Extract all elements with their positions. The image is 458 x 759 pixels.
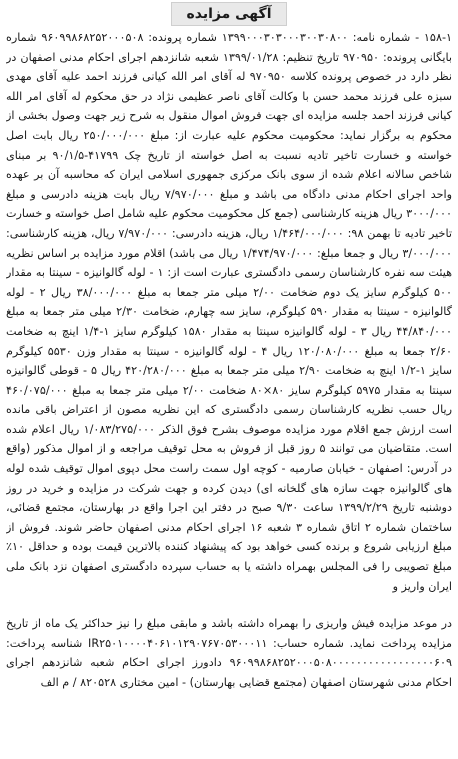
paragraph-gap bbox=[0, 600, 458, 614]
title-bar bbox=[0, 0, 458, 28]
notice-footer: در موعد مزایده فیش واریزی را بهمراه داشته باشد و مابقی مبلغ را نیز حداکثر یک ماه از تاریخ مزایده پرداخت نماید. شماره حساب: IR۲۵۰۱۰۰۰۰۴۰۶۱۰۱۲۹۰۷۶۷۰۵۳۰۰۰۱۱ شناسه پرداخت: ۹۶۰۹۹۸۶۸۲۵۲۰۰۰۵۰۸۰۰۰۰۰۰۰۰۰۰۰۰۰۰۰۰۰۶۰۹ دادورز اجرای احکام شعبه شانزدهم اجرای احکام مدنی شهرستان اصفهان (مجتمع قضایی بهارستان) - امین مختاری ۸۲۰۵۲۸ / م الف bbox=[6, 617, 452, 689]
notice-body: ۱۵۸-۱ - شماره نامه: ۱۳۹۹۰۰۰۳۰۳۰۰۰۳۰۰۳۰۸۰۰ شماره پرونده: ۹۶۰۹۹۸۶۸۲۵۲۰۰۰۵۰۸ شماره بایگانی پرونده: ۹۷۰۹۵۰ تاریخ تنظیم: ۱۳۹۹/۰۱/۲۸ شعبه شانزدهم اجرای احکام مدنی اصفهان در نظر دارد در خصوص پرونده کلاسه ۹۷۰۹۵۰ له آقای امر الله کیانی فرزند احمد علیه آقای مهدی سبزه علی فرزند محمد حسن با وکالت آقای ناصر عظیمی نژاد در حق محکوم له آقای امر الله کیانی فرزند احمد جلسه مزایده ای جهت فروش اموال منقول به شرح زیر جهت وصول بخشی از محکوم به برگزار نماید: محکومیت محکوم علیه عبارت از: مبلغ ۲۵۰/۰۰۰/۰۰۰ ریال بابت اصل خواسته و خسارت تاخیر تادیه نسبت به اصل خواسته از تاریخ چک ۴۱۷۹۹-۹۰/۱/۵ بر مبنای شاخص سالانه اعلام شده از سوی بانک مرکزی جمهوری اسلامی ایران که محاسبه آن بر عهده واحد اجرای احکام مدنی دادگاه می باشد و مبلغ ۷/۹۷۰/۰۰۰ ریال بابت هزینه دادرسی و مبلغ ۳۰۰۰/۰۰۰ ریال هزینه کارشناسی (جمع کل محکومیت محکوم علیه شامل اصل خواسته و خسارت تاخیر تادیه تا بهمن ۹۸: ۱/۴۶۴/۰۰۰/۰۰۰ ریال، هزینه دادرسی: ۷/۹۷۰/۰۰۰ ریال، هزینه کارشناسی: ۳/۰۰۰/۰۰۰ ریال و جمعا مبلغ: ۱/۴۷۴/۹۷۰/۰۰۰ ریال می باشد) اقلام مورد مزایده بر اساس نظریه هیئت سه نفره کارشناسان رسمی دادگستری عبارت است از: ۱ - لوله گالوانیزه - سینتا به مقدار ۵۰۰ کیلوگرم سایز یک دوم ضخامت ۲/۰۰ میلی متر جمعا به مبلغ ۳۸/۰۰۰/۰۰۰ ریال ۲ - لوله گالوانیزه - سینتا به مقدار ۵۹۰ کیلوگرم، سایز سه چهارم، ضخامت ۲/۳۰ میلی متر جمعا به مبلغ ۴۴/۸۴۰/۰۰۰ ریال ۳ - لوله گالوانیزه سینتا به مقدار ۱۵۸۰ کیلوگرم سایز ۱-۱/۴ اینچ به ضخامت ۲/۶۰ جمعا به مبلغ ۱۲۰/۰۸۰/۰۰۰ ریال ۴ - لوله گالوانیزه - سینتا به مقدار وزن ۵۵۳۰ کیلوگرم سایز ۱-۱/۲ اینچ به ضخامت ۲/۹۰ میلی متر جمعا به مبلغ ۴۲۰/۲۸۰/۰۰۰ ریال ۵ - قوطی گالوانیزه سینتا به مقدار ۵۹۷۵ کیلوگرم سایز ۸۰×۸۰ ضخامت ۲/۰۰ میلی متر جمعا به مبلغ ۴۶۰/۰۷۵/۰۰۰ ریال حسب نظریه کارشناسان رسمی دادگستری که این نظریه مصون از اعتراض باقی مانده است ارزش جمع اقلام مورد مزایده موصوف بشرح فوق الذکر ۱/۰۸۳/۲۷۵/۰۰۰ ریال اعلام شده است. متقاضیان می توانند ۵ روز قبل از فروش به محل توقیف مراجعه و از اموال مذکور (واقع در آدرس: اصفهان - خیابان صارمیه - کوچه اول سمت راست محل دپوی اموال توقیف شده لوله های گالوانیزه جهت سازه های گلخانه ای) دیدن کرده و جهت شرکت در مزایده و خرید در روز دوشنبه تاریخ ۱۳۹۹/۲/۲۹ ساعت ۹/۳۰ صبح در دفتر این اجرا واقع در بهارستان، مجتمع قضائی، ساختمان شماره ۲ اتاق شماره ۳ شعبه ۱۶ اجرای احکام مدنی اصفهان حاضر شوند. فروش از مبلغ ارزیابی شروع و برنده کسی خواهد بود که پیشنهاد کننده بالاترین قیمت بوده و حداقل ۱۰٪ مبلغ تصویبی را فی المجلس بهمراه داشته یا به حساب سپرده دادگستری اصفهان نزد بانک ملی ایران واریز و bbox=[6, 31, 452, 593]
notice-title: آگهی مزایده bbox=[171, 2, 286, 26]
